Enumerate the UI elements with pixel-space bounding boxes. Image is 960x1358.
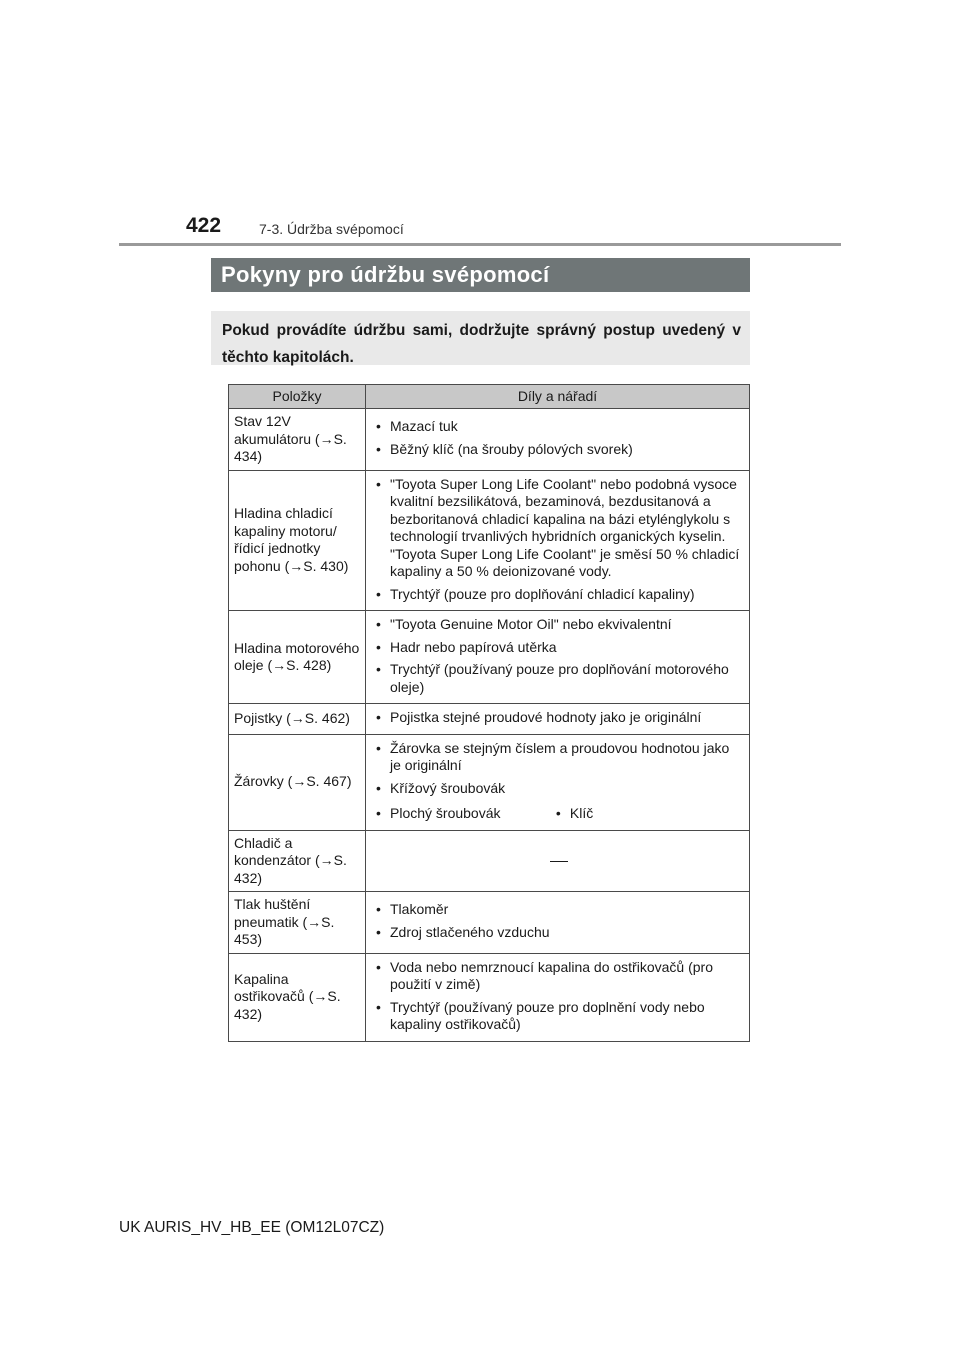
list-item: • "Toyota Super Long Life Coolant" nebo podobná vysoce kvalitní bezsilikátová, bezaminová, bezdusitanová a bezboritanová chladicí kapalina na bázi etylénglykolu s technologií trvanlivých hybridních organických kyselin. "Toyota Super Long Life Coolant" je směsí 50 % chladicí kapaliny a 50 % deionizované vody. (374, 476, 743, 581)
list-item: • Pojistka stejné proudové hodnoty jako je originální (374, 709, 743, 727)
parts-cell (366, 611, 750, 704)
parts-cell (366, 734, 750, 830)
em-dash (550, 861, 568, 862)
item-cell: Stav 12V akumulátoru (→S. 434) (229, 409, 366, 471)
list-item: • Hadr nebo papírová utěrka (374, 639, 743, 657)
item-cell: Kapalina ostřikovačů (→S. 432) (229, 953, 366, 1041)
list-item: • Zdroj stlačeného vzduchu (374, 924, 743, 942)
list-item: • Plochý šroubovák (374, 805, 550, 823)
table-header-row (229, 385, 750, 409)
page-title: Pokyny pro údržbu svépomocí (211, 258, 750, 292)
item-cell: Pojistky (→S. 462) (229, 704, 366, 735)
item-cell: Žárovky (→S. 467) (229, 734, 366, 830)
list-item: • Žárovka se stejným číslem a proudovou hodnotou jako je originální (374, 740, 743, 775)
parts-cell (366, 892, 750, 954)
page-number: 422 (186, 214, 222, 237)
header-rule (119, 243, 841, 246)
column-header-items: Položky (229, 385, 366, 409)
list-item: • Klíč (554, 805, 593, 823)
parts-cell (366, 953, 750, 1041)
list-item: • Voda nebo nemrznoucí kapalina do ostřikovačů (pro použití v zimě) (374, 959, 743, 994)
section-label: 7-3. Údržba svépomocí (259, 221, 404, 237)
item-cell: Chladič a kondenzátor (→S. 432) (229, 830, 366, 892)
item-cell: Hladina chladicí kapaliny motoru/řídicí jednotky pohonu (→S. 430) (229, 470, 366, 611)
table-row (229, 892, 750, 954)
table-row (229, 704, 750, 735)
table-row (229, 953, 750, 1041)
column-header-parts: Díly a nářadí (366, 385, 750, 409)
list-item: • Křížový šroubovák (374, 780, 743, 798)
footer-code: UK AURIS_HV_HB_EE (OM12L07CZ) (119, 1219, 385, 1236)
table-row (229, 734, 750, 830)
list-item: • Trychtýř (používaný pouze pro doplnění vody nebo kapaliny ostřikovačů) (374, 999, 743, 1034)
intro-text: Pokud provádíte údržbu sami, dodržujte správný postup uvedený v těchto kapitolách. (211, 311, 750, 365)
list-item: • Tlakoměr (374, 901, 743, 919)
parts-table (228, 384, 750, 1042)
list-item: • Běžný klíč (na šrouby pólových svorek) (374, 441, 743, 459)
table-row (229, 470, 750, 611)
parts-cell (366, 704, 750, 735)
list-item-pair (374, 802, 743, 828)
item-cell: Tlak huštění pneumatik (→S. 453) (229, 892, 366, 954)
table-row (229, 409, 750, 471)
item-cell: Hladina motorového oleje (→S. 428) (229, 611, 366, 704)
list-item: • Trychtýř (používaný pouze pro doplňování motorového oleje) (374, 661, 743, 696)
list-item: • Mazací tuk (374, 418, 743, 436)
table-row (229, 611, 750, 704)
table-row (229, 830, 750, 892)
list-item: • "Toyota Genuine Motor Oil" nebo ekvivalentní (374, 616, 743, 634)
parts-cell (366, 470, 750, 611)
parts-cell (366, 409, 750, 471)
parts-cell-empty (366, 830, 750, 892)
list-item: • Trychtýř (pouze pro doplňování chladicí kapaliny) (374, 586, 743, 604)
